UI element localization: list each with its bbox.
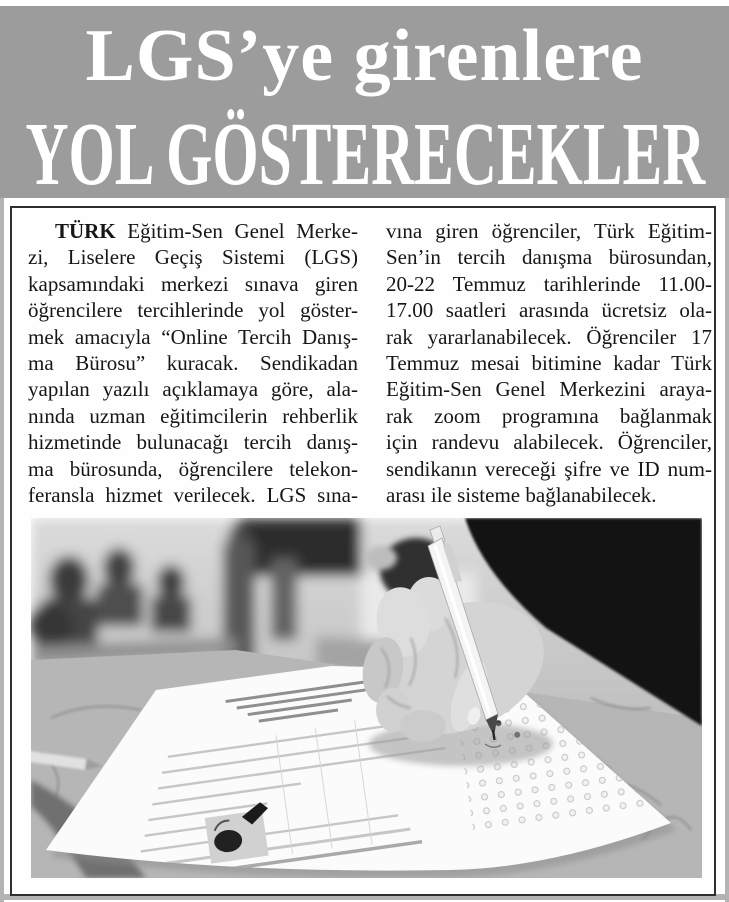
text-line: öğrencilere tercihlerinde yol göster-: [28, 298, 358, 323]
first-line-rest: Eğitim-Sen Genel Merke-: [115, 219, 358, 243]
text-line: zi, Liselere Geçiş Sistemi (LGS): [28, 245, 358, 270]
text-line: hizmetinde bulunacağı tercih danış-: [28, 430, 358, 455]
headline-banner: [0, 6, 729, 198]
page-edge-right: [725, 198, 729, 902]
text-line: 17.00 saatleri arasında ücretsiz ola-: [386, 298, 712, 323]
text-line: rak yararlanabilecek. Öğrenciler 17: [386, 324, 712, 349]
text-line: feransla hizmet verilecek. LGS sına-: [28, 483, 358, 508]
article-photo: [31, 518, 702, 878]
text-line: Temmuz mesai bitimine kadar Türk: [386, 351, 712, 376]
article-box: [10, 206, 716, 896]
text-line: nında uzman eğitimcilerin rehberlik: [28, 403, 358, 428]
text-line: sendikanın vereceği şifre ve ID num-: [386, 456, 712, 481]
exam-photo-illustration: [31, 518, 702, 878]
text-line: Sen’in tercih danışma bürosundan,: [386, 245, 712, 270]
text-line: ma bürosunda, öğrencilere telekon-: [28, 456, 358, 481]
text-line: ma Bürosu” kuracak. Sendikadan: [28, 351, 358, 376]
left-column-lines: [28, 244, 358, 508]
page-edge-left: [0, 198, 4, 902]
text-line: arası ile sisteme bağlanabilecek.: [386, 483, 657, 508]
text-line: 20-22 Temmuz tarihlerinde 11.00-: [386, 271, 712, 296]
text-line: mek amacıyla “Online Tercih Danış-: [28, 324, 358, 349]
lead-word: TÜRK: [55, 219, 116, 243]
headline-line-1: LGS’ye girenlere: [85, 15, 644, 97]
text-line: yapılan yazılı açıklamaya göre, ala-: [28, 377, 358, 402]
article-column-right: [386, 218, 712, 508]
text-line: için randevu alabilecek. Öğrenciler,: [386, 430, 712, 455]
text-line: rak zoom programına bağlanmak: [386, 403, 712, 428]
right-column-lines: [386, 218, 712, 508]
text-line: vına giren öğrenciler, Türk Eğitim-: [386, 219, 712, 243]
text-line: kapsamındaki merkezi sınava giren: [28, 271, 358, 296]
text-line: Eğitim-Sen Genel Merkezini araya-: [386, 377, 712, 402]
headline-line-2: YOL GÖSTERECEKLER: [25, 104, 706, 198]
text-line-first: [28, 218, 358, 244]
article-column-left: [28, 218, 358, 508]
